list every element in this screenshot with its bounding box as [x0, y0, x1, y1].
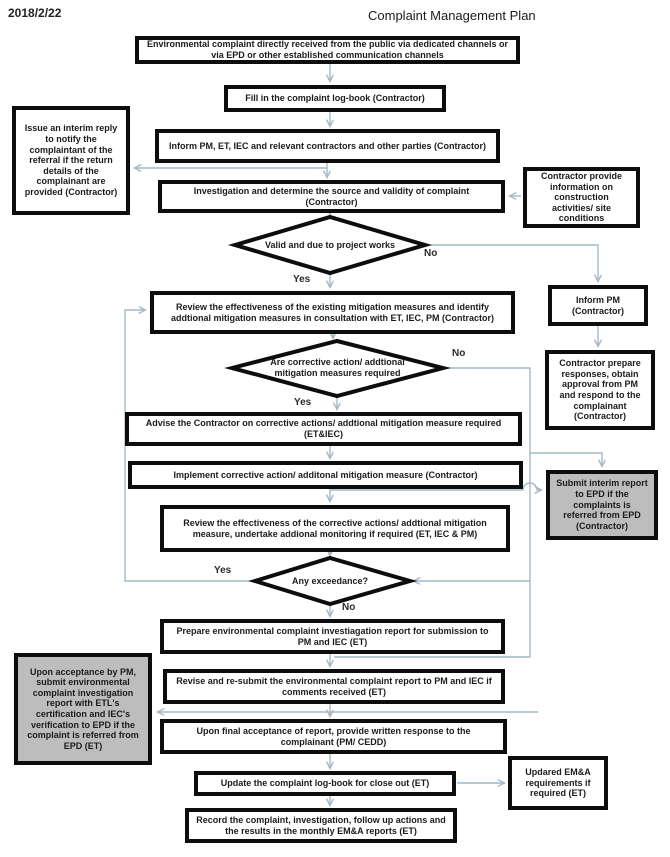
- node-implement: Implement corrective action/ additonal mitigation measure (Contractor): [128, 461, 523, 489]
- valid-no-label: No: [424, 248, 438, 259]
- node-received: Environmental complaint directly received from the public via dedicated channels or via EPD or other established communication channels: [135, 36, 520, 64]
- connector-to-submit-top: [530, 453, 602, 466]
- exceedance-no-label: No: [342, 602, 356, 613]
- node-record-monthly: Record the complaint, investigation, follow up actions and the results in the monthly EM&A reports (ET): [185, 808, 457, 843]
- node-submit-interim: Submit interim report to EPD if the complaints is referred from EPD (Contractor): [546, 470, 658, 540]
- node-inform-pm: Inform PM (Contractor): [548, 285, 648, 326]
- node-revise: Revise and re-submit the environmental complaint report to PM and IEC if comments received (ET): [163, 669, 505, 704]
- connector-valid-no: [425, 245, 598, 281]
- node-prepare-report: Prepare environmental complaint investiagation report for submission to PM and IEC (ET): [160, 619, 505, 654]
- node-review-existing: Review the effectiveness of the existing mitigation measures and identify addtional mitigation measures in consultation with ET, IEC, PM (Contractor): [150, 291, 515, 334]
- node-update-logbook: Update the complaint log-book for close out (ET): [194, 771, 456, 796]
- node-final-acceptance: Upon final acceptance of report, provide written response to the complainant (PM/ CEDD): [160, 719, 507, 754]
- page-date: 2018/2/22: [8, 6, 62, 20]
- node-investigation: Investigation and determine the source and validity of complaint (Contractor): [158, 180, 505, 213]
- node-updated-ema: Updared EM&A requirements if required (ET): [508, 756, 608, 810]
- exceedance-yes-label: Yes: [214, 565, 232, 576]
- node-logbook: Fill in the complaint log-book (Contractor): [224, 85, 446, 112]
- node-review-corrective: Review the effectiveness of the corrective actions/ addtional mitigation measure, undertake addional monitoring if required (ET, IEC & PM): [160, 505, 510, 552]
- node-contractor-info: Contractor provide information on construction activities/ site conditions: [523, 167, 640, 228]
- node-interim-reply: Issue an interim reply to notify the complaintant of the referral if the return details of the complainant are provided (Contractor): [12, 106, 130, 215]
- valid-yes-label: Yes: [293, 274, 311, 285]
- corrective-yes-label: Yes: [294, 397, 312, 408]
- exceedance-decision-label: Any exceedance?: [291, 575, 369, 586]
- corrective-decision-label: Are corrective action/ addtional mitigation measures required: [270, 357, 405, 378]
- node-advise: Advise the Contractor on corrective actions/ addtional mitigation measure required (ET&IEC): [125, 412, 522, 446]
- node-prepare-responses: Contractor prepare responses, obtain approval from PM and respond to the complainant (Contractor): [545, 350, 655, 430]
- node-acceptance-epd: Upon acceptance by PM, submit environmental complaint investigation report with ETL's certification and IEC's verification to EPD if the complaint is referred from EPD (ET): [14, 653, 152, 765]
- corrective-no-label: No: [452, 348, 466, 359]
- page-title: Complaint Management Plan: [368, 8, 536, 23]
- valid-decision-label: Valid and due to project works: [264, 239, 396, 250]
- node-inform-parties: Inform PM, ET, IEC and relevant contractors and other parties (Contractor): [155, 129, 500, 163]
